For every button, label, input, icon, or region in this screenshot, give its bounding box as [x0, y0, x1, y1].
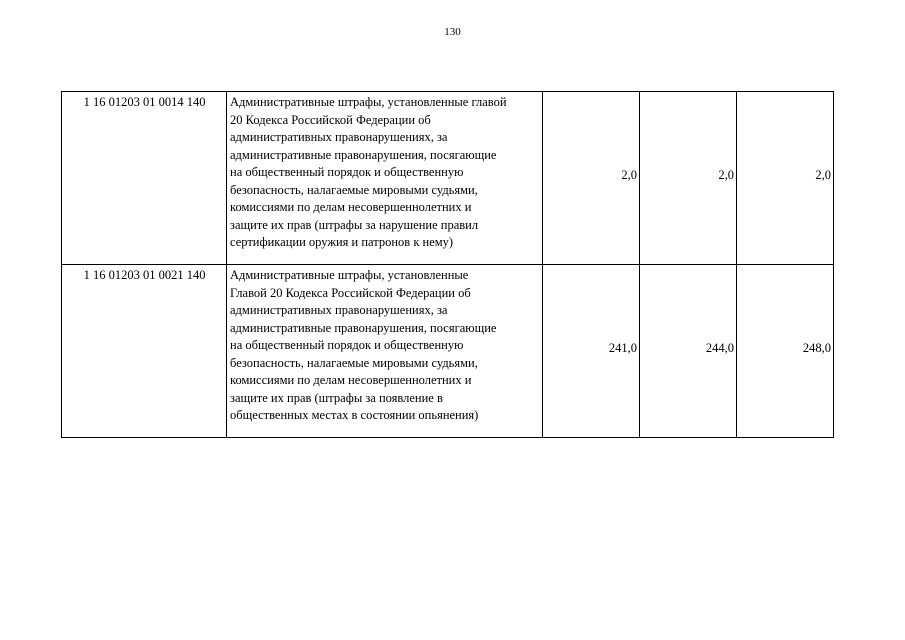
- amount-year-3: 2,0: [737, 92, 834, 265]
- budget-classification-code: 1 16 01203 01 0021 140: [62, 265, 227, 438]
- description-line: защите их прав (штрафы за появление в: [230, 390, 443, 405]
- description-line: общественных местах в состоянии опьянения): [230, 408, 479, 422]
- description-line: административные правонарушения, посягающие: [230, 147, 497, 162]
- amount-year-3: 248,0: [737, 265, 834, 438]
- description-line: 20 Кодекса Российской Федерации об: [230, 112, 431, 127]
- description-line: административных правонарушениях, за: [230, 303, 448, 317]
- description-line: безопасность, налагаемые мировыми судьями,: [230, 182, 478, 197]
- page-number: 130: [444, 26, 461, 38]
- description-line: защите их прав (штрафы за нарушение правил: [230, 217, 479, 232]
- budget-classification-code: 1 16 01203 01 0014 140: [62, 92, 227, 265]
- description-line: сертификации оружия и патронов к нему): [230, 235, 454, 249]
- description-line: безопасность, налагаемые мировыми судьями,: [230, 355, 478, 370]
- amount-year-2: 2,0: [640, 92, 737, 265]
- table-row: [62, 265, 834, 438]
- amount-year-1: 2,0: [543, 92, 640, 265]
- description-line: Административные штрафы, установленные: [230, 268, 469, 282]
- description-line: административные правонарушения, посягающие: [230, 320, 497, 335]
- description-line: комиссиями по делам несовершеннолетних и: [230, 373, 472, 387]
- description-line: Главой 20 Кодекса Российской Федерации об: [230, 285, 471, 300]
- table-row: [62, 92, 834, 265]
- description-line: комиссиями по делам несовершеннолетних и: [230, 200, 472, 214]
- amount-year-1: 241,0: [543, 265, 640, 438]
- amount-year-2: 244,0: [640, 265, 737, 438]
- budget-revenue-table: [61, 91, 834, 438]
- description-line: на общественный порядок и общественную: [230, 338, 464, 352]
- description-line: административных правонарушениях, за: [230, 130, 448, 144]
- revenue-description: [227, 265, 543, 438]
- description-line: на общественный порядок и общественную: [230, 165, 464, 179]
- revenue-description: [227, 92, 543, 265]
- description-line: Административные штрафы, установленные главой: [230, 95, 507, 109]
